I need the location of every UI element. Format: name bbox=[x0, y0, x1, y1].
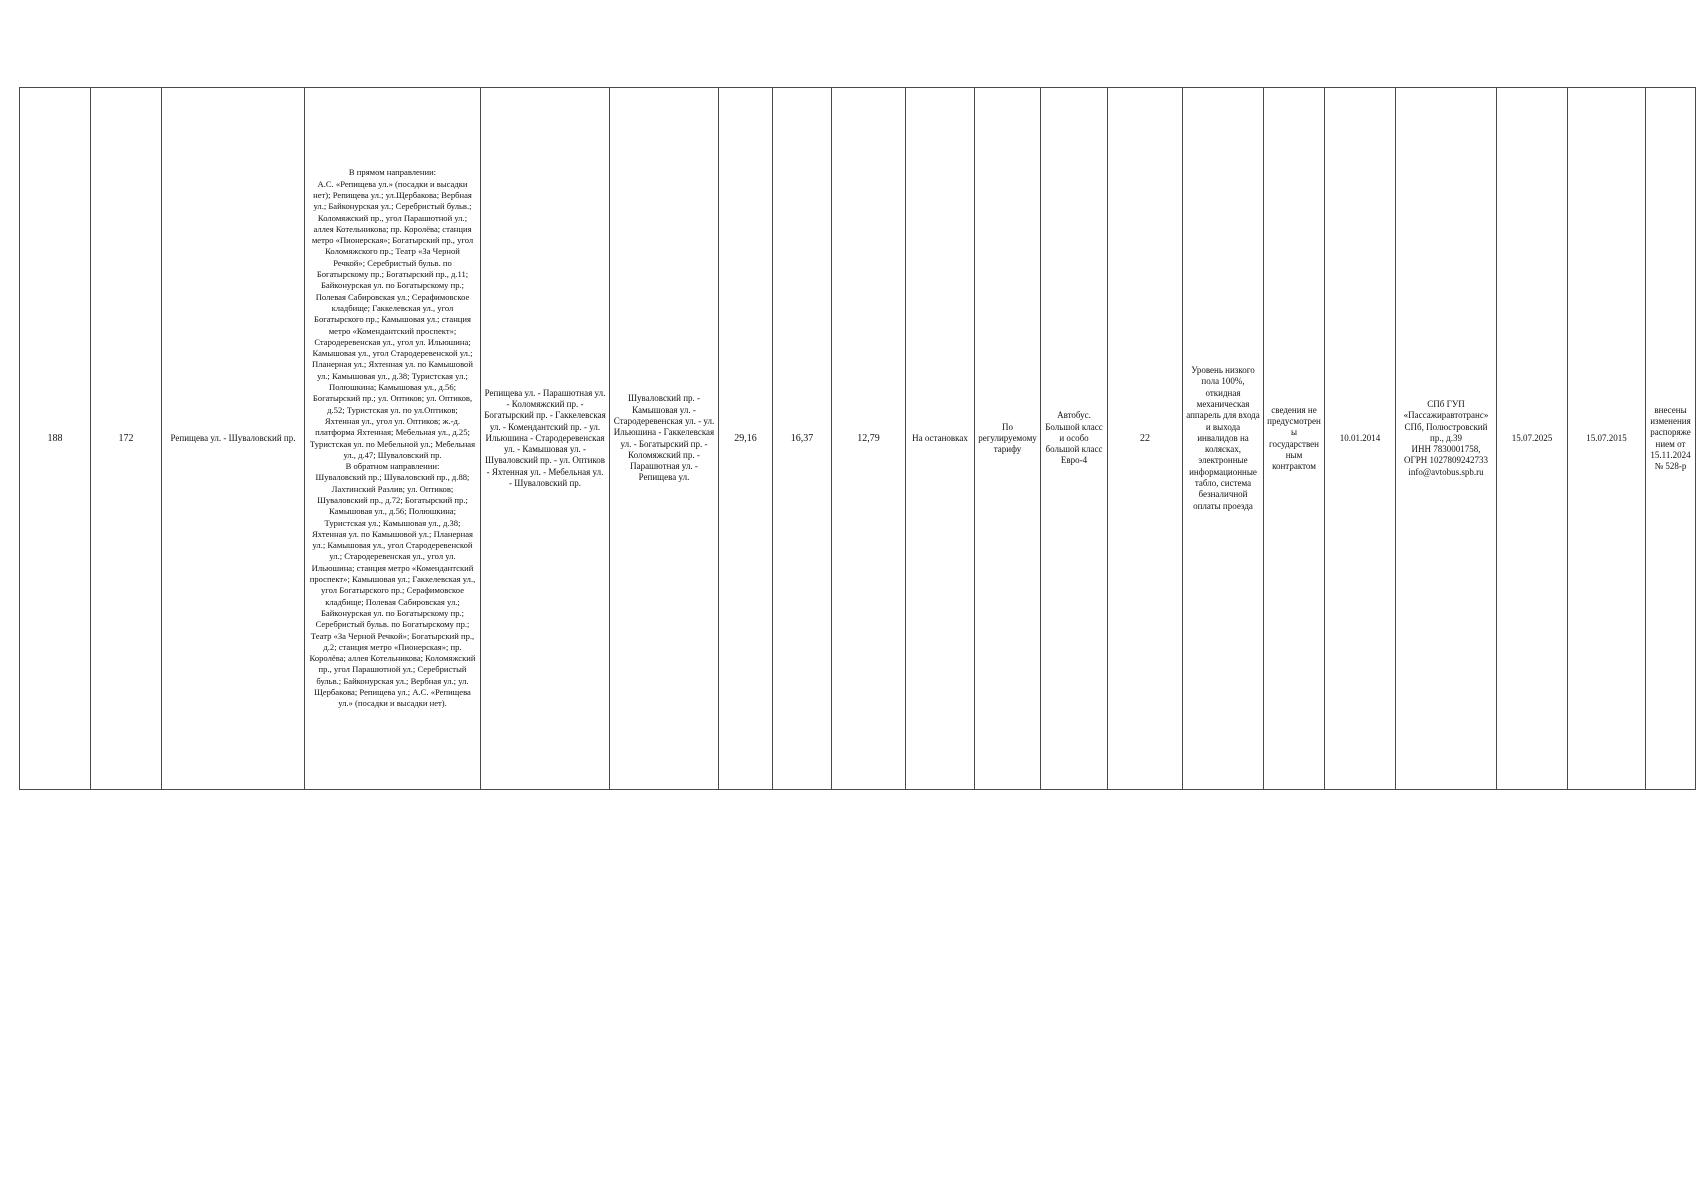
route-number-cell: 172 bbox=[91, 88, 162, 790]
date-cell-2: 15.07.2015 bbox=[1568, 88, 1646, 790]
intermediate-stops-cell: В прямом направлении: А.С. «Репищева ул.» (посадки и высадки нет); Репищева ул.; ул.Щербакова; Вербная ул.; Байконурская ул.; Серебристый бульв.; Коломяжский пр., угол Парашютной ул.; аллея Котельникова; пр. Королёва; станция метро «Пионерская»; Богатырский пр., угол Коломяжского пр.; Театр «За Черной Речкой»; Серебристый бульв. по Богатырскому пр.; Богатырский пр., д.11; Байконурская ул. по Богатырскому пр.; Полевая Сабировская ул.; Серафимовское кладбище; Гаккелевская ул., угол Богатырского пр.; Камышовая ул.; станция метро «Комендантский проспект»; Стародеревенская ул., угол ул. Ильюшина; Камышовая ул., угол Стародеревенской ул.; Планерная ул.; Яхтенная ул. по Камышовой ул.; Камышовая ул., д.38; Туристская ул.; Полюшкина; Камышовая ул., д.56; Богатырский пр.; ул. Оптиков; ул. Оптиков, д.52; Туристская ул. по ул.Оптиков; Яхтенная ул., угол ул. Оптиков; ж.-д. платформа Яхтенная; Мебельная ул., д.25; Туристская ул. по Мебельной ул.; Мебельная ул., д.47; Шуваловский пр. В обратном направлении: Шуваловский пр.; Шуваловский пр., д.88; Лахтинский Разлив; ул. Оптиков; Шуваловский пр., д.72; Богатырский пр.; Камышовая ул., д.56; Полюшкина; Туристская ул.; Камышовая ул., д.38; Яхтенная ул. по Камышовой ул.; Планерная ул.; Камышовая ул., угол Стародеревенской ул.; Стародеревенская ул., угол ул. Ильюшина; станция метро «Комендантский проспект»; Камышовая ул.; Гаккелевская ул., угол Богатырского пр.; Серафимовское кладбище; Полевая Сабировская ул.; Байконурская ул. по Богатырскому пр.; Серебристый бульв. по Богатырскому пр.; Театр «За Черной Речкой»; Богатырский пр., д.2; станция метро «Пионерская»; пр. Королёва; аллея Котельникова; Коломяжский пр., угол Парашютной ул.; Серебристый бульв.; Байконурская ул.; Вербная ул.; ул. Щербакова; Репищева ул.; А.С. «Репищева ул.» (посадки и высадки нет). bbox=[305, 88, 481, 790]
start-date-cell: 10.01.2014 bbox=[1325, 88, 1396, 790]
streets-forward-cell: Репищева ул. - Парашютная ул. - Коломяжский пр. - Богатырский пр. - Гаккелевская ул. - Комендантский пр. - ул. Ильюшина - Стародеревенская ул. - Камышовая ул. - Шуваловский пр. - ул. Оптиков - Яхтенная ул. - Мебельная ул. - Шуваловский пр. bbox=[481, 88, 610, 790]
date-cell-1: 15.07.2025 bbox=[1497, 88, 1568, 790]
length-backward-cell: 12,79 bbox=[832, 88, 906, 790]
registry-number-cell: 188 bbox=[20, 88, 91, 790]
contract-info-cell: сведения не предусмотрены государственным контрактом bbox=[1264, 88, 1325, 790]
streets-backward-cell: Шуваловский пр. - Камышовая ул. - Стародеревенская ул. - ул. Ильюшина - Гаккелевская ул. - Богатырский пр. - Коломяжский пр. - Парашютная ул. - Репищева ул. bbox=[610, 88, 719, 790]
vehicle-class-cell: Автобус. Большой класс и особо большой класс Евро-4 bbox=[1041, 88, 1108, 790]
carrier-cell: СПб ГУП «Пассажиравтотранс» СПб, Полюстровский пр., д.39 ИНН 7830001758, ОГРН 1027809242733 info@avtobus.spb.ru bbox=[1396, 88, 1497, 790]
length-forward-cell: 16,37 bbox=[773, 88, 832, 790]
stop-procedure-cell: На остановках bbox=[906, 88, 975, 790]
table-row bbox=[20, 88, 1696, 790]
tariff-cell: По регулируемому тарифу bbox=[975, 88, 1041, 790]
route-name-cell: Репищева ул. - Шуваловский пр. bbox=[162, 88, 305, 790]
vehicle-characteristics-cell: Уровень низкого пола 100%, откидная механическая аппарель для входа и выхода инвалидов на колясках, электронные информационные табло, система безналичной оплаты проезда bbox=[1183, 88, 1264, 790]
length-total-cell: 29,16 bbox=[719, 88, 773, 790]
change-notes-cell: внесены изменения распоряжением от 15.11.2024 № 528-р bbox=[1646, 88, 1696, 790]
vehicle-count-cell: 22 bbox=[1108, 88, 1183, 790]
route-registry-table bbox=[19, 87, 1696, 790]
